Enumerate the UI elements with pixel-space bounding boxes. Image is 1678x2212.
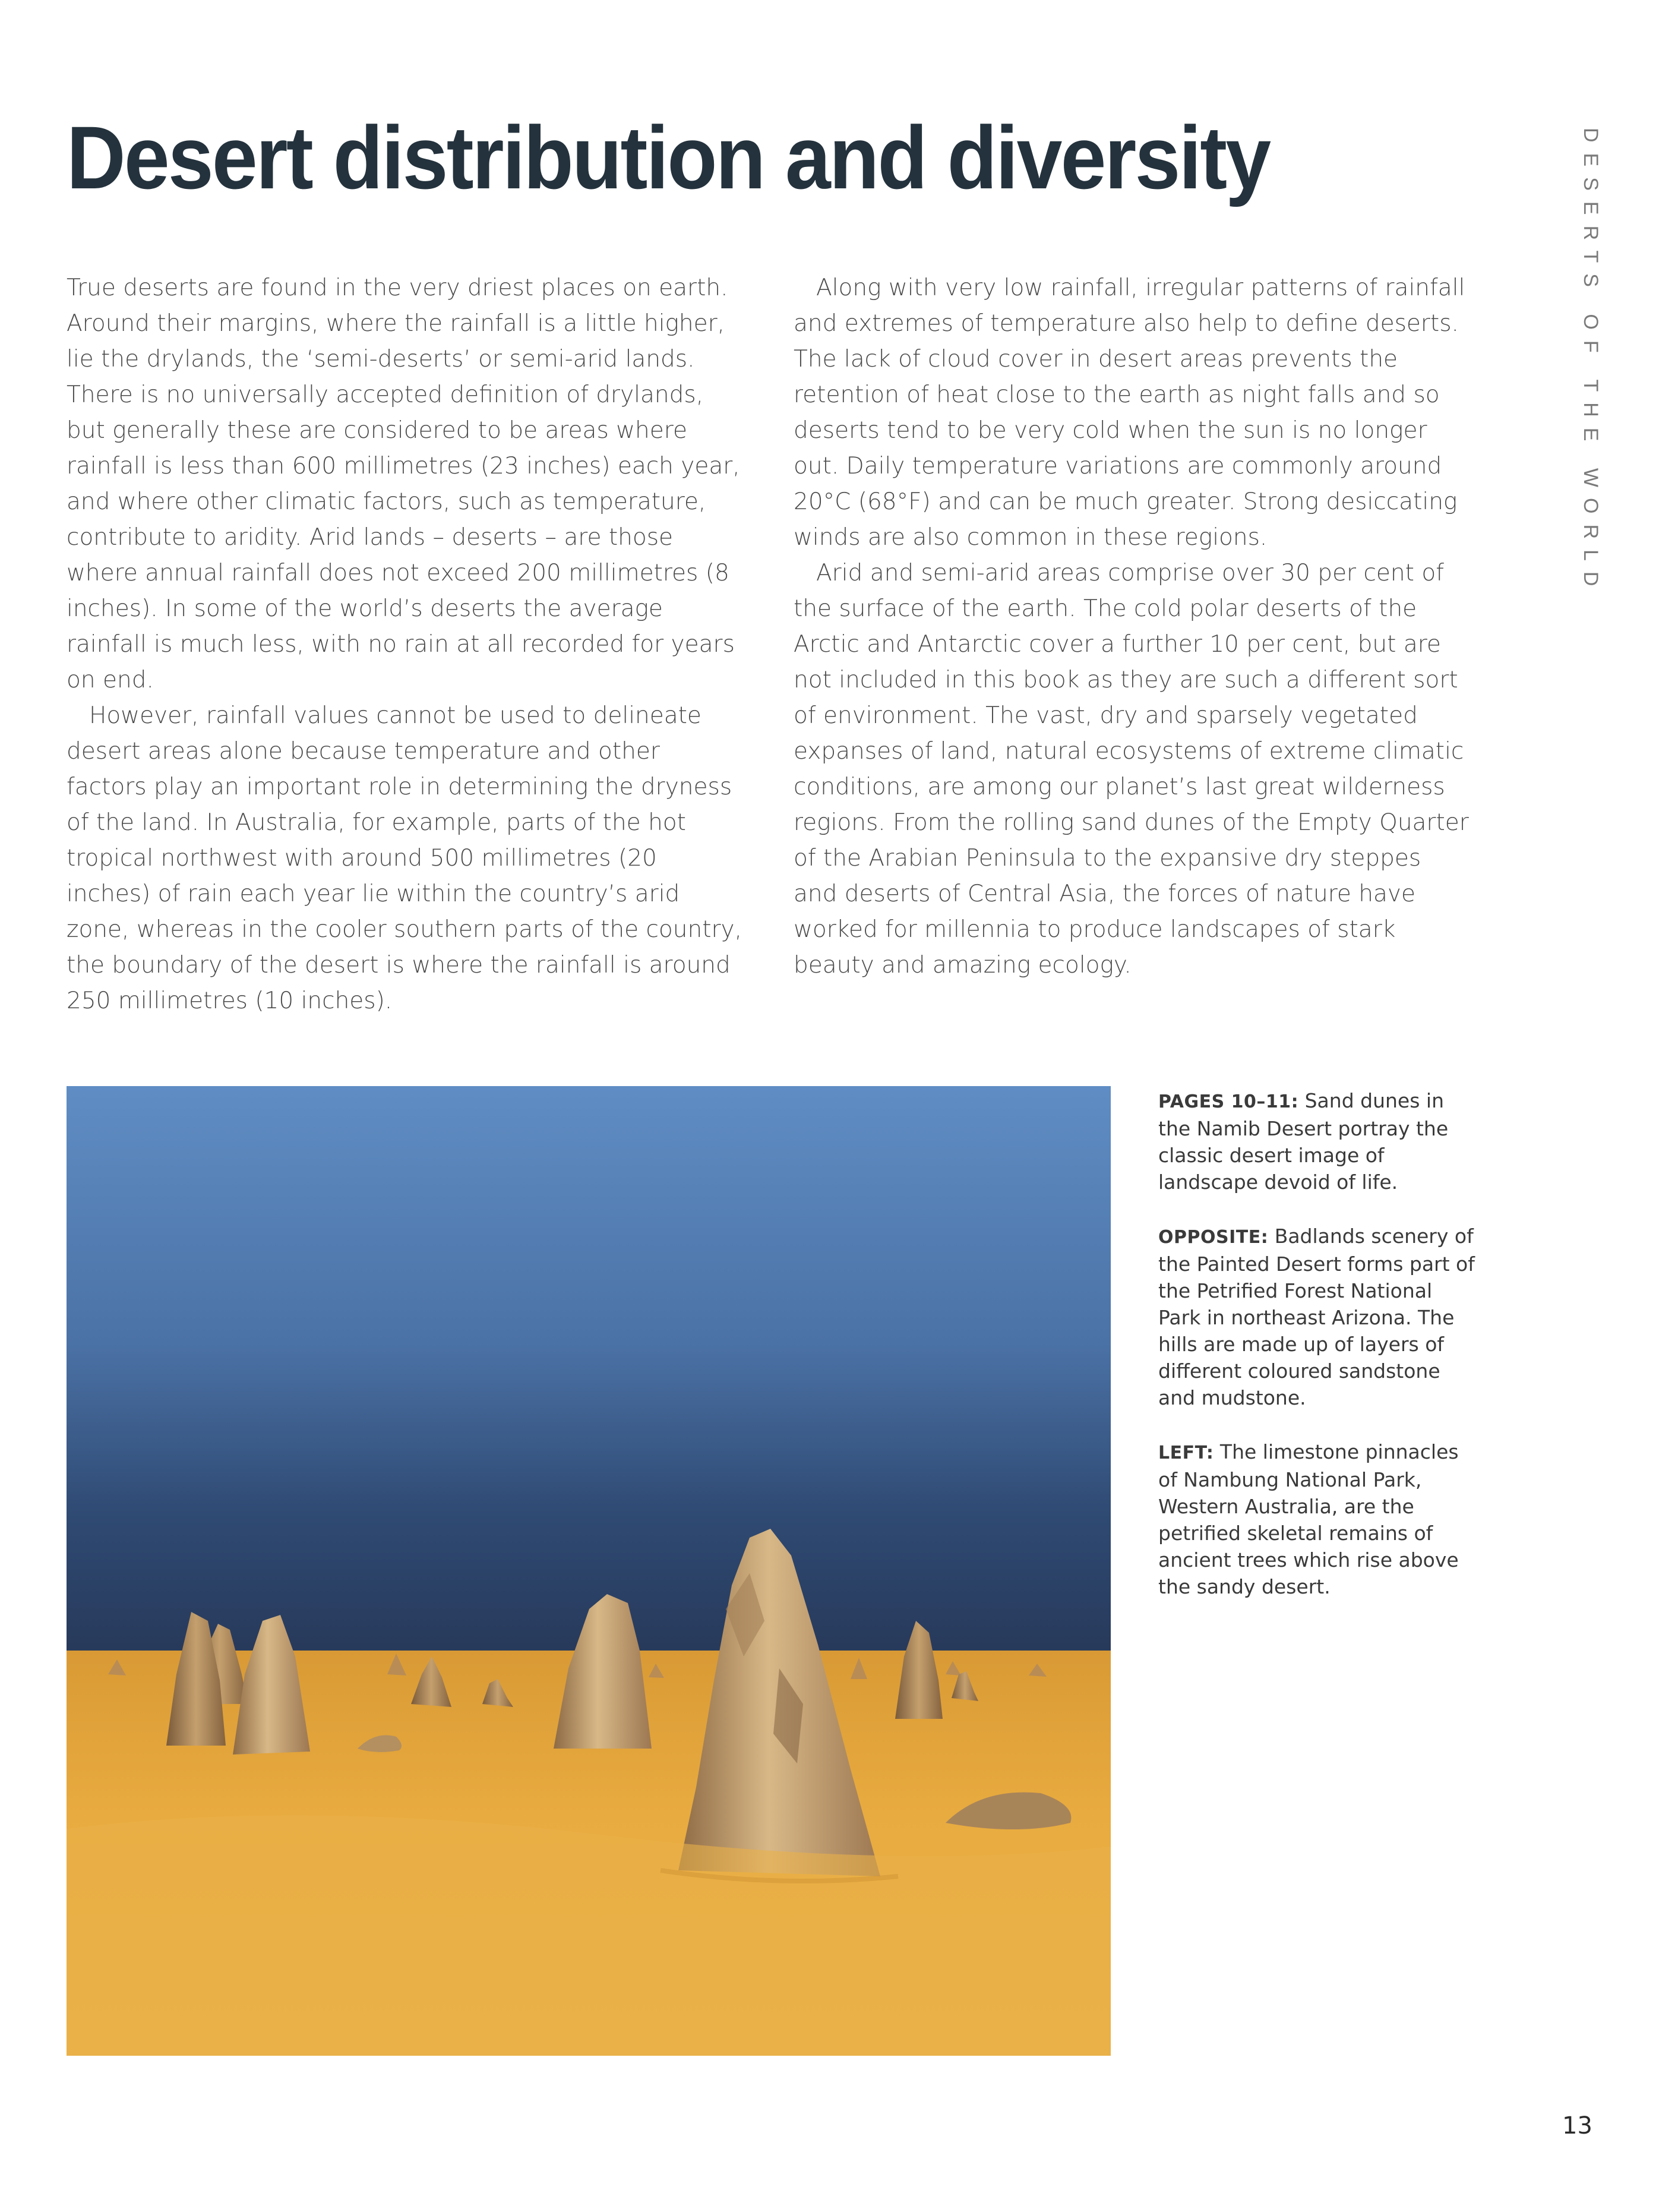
caption-text: The limestone pinnacles of Nambung National Park, Western Australia, are the petrified skeletal remains of ancient trees which rise above the sandy desert. bbox=[1158, 1440, 1459, 1598]
paragraph: However, rainfall values cannot be used to delineate desert areas alone because temperature and other factors play an important role in determining the dryness of the land. In Australia, for example, parts of the hot tropical northwest with around 500 millimetres (20 inches) of rain each year lie within the country’s arid zone, whereas in the cooler southern parts of the country, the boundary of the desert is where the rainfall is around 250 millimetres (10 inches). bbox=[67, 702, 742, 1014]
pinnacles-photo bbox=[67, 1086, 1111, 2056]
caption-lead: LEFT: bbox=[1158, 1443, 1214, 1463]
caption-pages-10-11 bbox=[1158, 1087, 1479, 1195]
caption-opposite bbox=[1158, 1223, 1479, 1411]
paragraph: Along with very low rainfall, irregular patterns of rainfall and extremes of temperature also help to define deserts. The lack of cloud cover in desert areas prevents the retention of heat close to the earth as night falls and so deserts tend to be very cold when the sun is no longer out. Daily temperature variations are commonly around 20°C (68°F) and can be much greater. Strong desiccating winds are also common in these regions. bbox=[794, 274, 1465, 551]
page-number: 13 bbox=[1562, 2112, 1592, 2140]
caption-lead: PAGES 10–11: bbox=[1158, 1091, 1299, 1112]
page-title: Desert distribution and diversity bbox=[67, 108, 1270, 207]
paragraph: True deserts are found in the very driest places on earth. Around their margins, where the rainfall is a little higher, lie the drylands, the ‘semi-deserts’ or semi-arid lands. There is no universally accepted definition of drylands, but generally these are considered to be areas where rainfall is less than 600 millimetres (23 inches) each year, and where other climatic factors, such as temperature, contribute to aridity. Arid lands – deserts – are those where annual rainfall does not exceed 200 millimetres (8 inches). In some of the world’s deserts the average rainfall is much less, with no rain at all recorded for years on end. bbox=[67, 274, 740, 693]
caption-text: Sand dunes in the Namib Desert portray the classic desert image of landscape devoid of life. bbox=[1158, 1089, 1449, 1194]
caption-text: Badlands scenery of the Painted Desert forms part of the Petrified Forest National Park in northeast Arizona. The hills are made up of layers of different coloured sandstone and mudstone. bbox=[1158, 1225, 1475, 1409]
body-column-right bbox=[794, 270, 1471, 983]
paragraph: Arid and semi-arid areas comprise over 30 per cent of the surface of the earth. The cold polar deserts of the Arctic and Antarctic cover a further 10 per cent, but are not included in this book as they are such a different sort of environment. The vast, dry and sparsely vegetated expanses of land, natural ecosystems of extreme climatic conditions, are among our planet’s last great wilderness regions. From the rolling sand dunes of the Empty Quarter of the Arabian Peninsula to the expansive dry steppes and deserts of Central Asia, the forces of nature have worked for millennia to produce landscapes of stark beauty and amazing ecology. bbox=[794, 560, 1469, 979]
photo-captions bbox=[1158, 1087, 1479, 1627]
running-header: DESERTS OF THE WORLD bbox=[1579, 128, 1602, 597]
body-column-left bbox=[67, 270, 744, 1019]
caption-lead: OPPOSITE: bbox=[1158, 1227, 1269, 1248]
caption-left bbox=[1158, 1438, 1479, 1600]
